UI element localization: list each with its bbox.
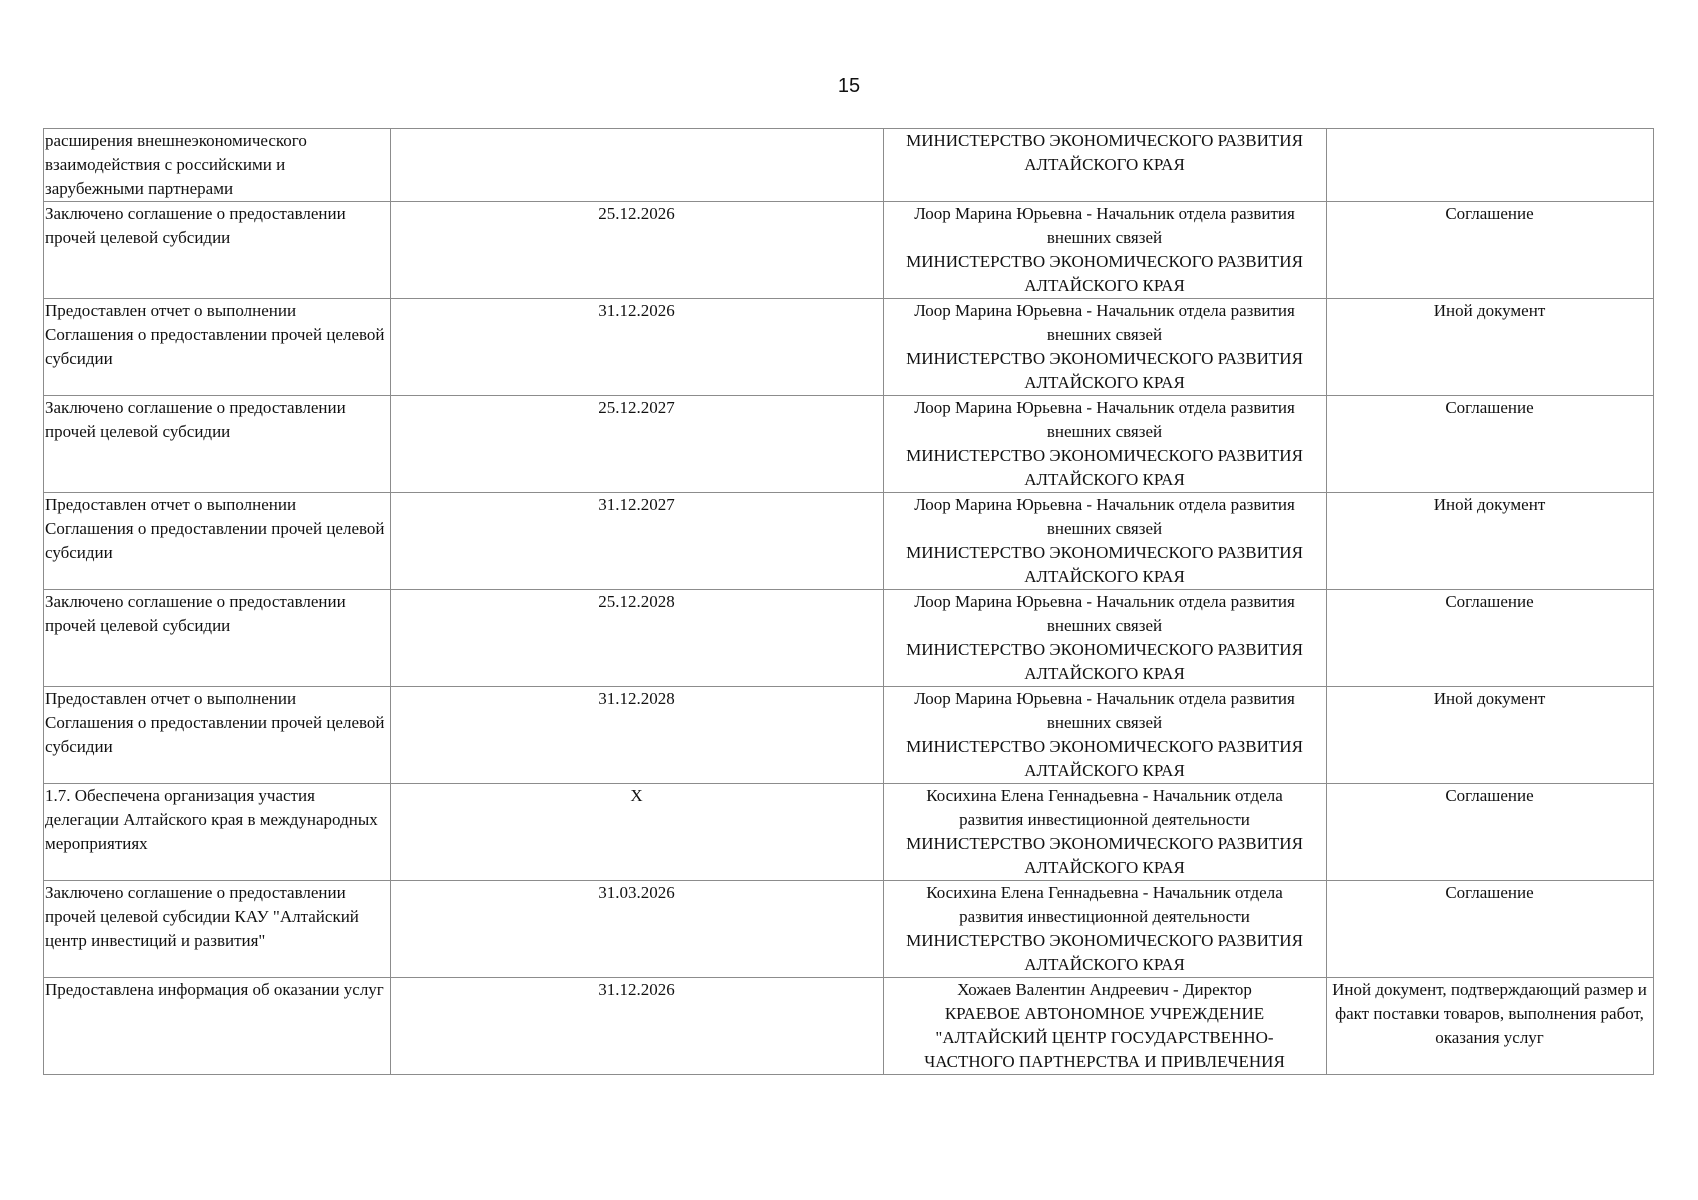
event-cell xyxy=(44,202,391,299)
event-cell xyxy=(44,978,391,1075)
event-cell xyxy=(44,299,391,396)
document-type-text: Соглашение xyxy=(1445,592,1534,611)
responsible-cell xyxy=(884,129,1327,202)
date-cell xyxy=(391,493,884,590)
table-row xyxy=(44,687,1654,784)
document-cell xyxy=(1327,129,1654,202)
table-row xyxy=(44,129,1654,202)
responsible-line: Косихина Елена Геннадьевна - Начальник отдела xyxy=(926,786,1283,805)
document-cell xyxy=(1327,978,1654,1075)
table-row xyxy=(44,590,1654,687)
date-cell xyxy=(391,202,884,299)
date-text: 31.12.2026 xyxy=(598,301,675,320)
responsible-line: МИНИСТЕРСТВО ЭКОНОМИЧЕСКОГО РАЗВИТИЯ xyxy=(906,834,1303,853)
responsible-line: МИНИСТЕРСТВО ЭКОНОМИЧЕСКОГО РАЗВИТИЯ xyxy=(906,131,1303,150)
document-cell xyxy=(1327,590,1654,687)
document-cell xyxy=(1327,687,1654,784)
date-cell xyxy=(391,396,884,493)
responsible-line: внешних связей xyxy=(1046,228,1163,247)
table-row xyxy=(44,784,1654,881)
document-type-text: Соглашение xyxy=(1445,883,1534,902)
document-type-text: Соглашение xyxy=(1445,398,1534,417)
responsible-line: внешних связей xyxy=(1046,325,1163,344)
document-cell xyxy=(1327,784,1654,881)
date-cell xyxy=(391,978,884,1075)
control-points-table xyxy=(43,128,1654,1075)
responsible-line: МИНИСТЕРСТВО ЭКОНОМИЧЕСКОГО РАЗВИТИЯ xyxy=(906,543,1303,562)
responsible-line: МИНИСТЕРСТВО ЭКОНОМИЧЕСКОГО РАЗВИТИЯ xyxy=(906,349,1303,368)
responsible-line: Лоор Марина Юрьевна - Начальник отдела развития xyxy=(914,301,1295,320)
responsible-line: Лоор Марина Юрьевна - Начальник отдела развития xyxy=(914,495,1295,514)
responsible-line: развития инвестиционной деятельности xyxy=(959,810,1250,829)
responsible-line: АЛТАЙСКОГО КРАЯ xyxy=(1024,955,1185,974)
document-type-text: Иной документ xyxy=(1433,689,1546,708)
responsible-line: внешних связей xyxy=(1046,616,1163,635)
responsible-line: Косихина Елена Геннадьевна - Начальник отдела xyxy=(926,883,1283,902)
event-text: расширения внешнеэкономического взаимодействия с российскими и зарубежными партнерами xyxy=(45,131,307,198)
date-text: X xyxy=(630,786,643,805)
responsible-line: Лоор Марина Юрьевна - Начальник отдела развития xyxy=(914,689,1295,708)
responsible-line: АЛТАЙСКОГО КРАЯ xyxy=(1024,470,1185,489)
event-text: Заключено соглашение о предоставлении прочей целевой субсидии xyxy=(45,204,346,247)
document-type-text: Иной документ xyxy=(1433,495,1546,514)
responsible-cell xyxy=(884,202,1327,299)
responsible-line: КРАЕВОЕ АВТОНОМНОЕ УЧРЕЖДЕНИЕ xyxy=(944,1004,1265,1023)
date-cell xyxy=(391,784,884,881)
event-cell xyxy=(44,687,391,784)
document-cell xyxy=(1327,299,1654,396)
table-body xyxy=(44,129,1654,1075)
table-row xyxy=(44,881,1654,978)
document-cell xyxy=(1327,881,1654,978)
date-text: 31.12.2026 xyxy=(598,980,675,999)
responsible-cell xyxy=(884,784,1327,881)
responsible-line: внешних связей xyxy=(1046,713,1163,732)
responsible-line: развития инвестиционной деятельности xyxy=(959,907,1250,926)
event-cell xyxy=(44,881,391,978)
event-text: Предоставлен отчет о выполнении Соглашения о предоставлении прочей целевой субсидии xyxy=(45,689,385,756)
event-text: Заключено соглашение о предоставлении прочей целевой субсидии xyxy=(45,592,346,635)
page-number: 15 xyxy=(837,75,861,97)
event-cell xyxy=(44,590,391,687)
responsible-line: "АЛТАЙСКИЙ ЦЕНТР ГОСУДАРСТВЕННО- xyxy=(935,1028,1274,1047)
event-text: Заключено соглашение о предоставлении прочей целевой субсидии xyxy=(45,398,346,441)
document-type-text: Соглашение xyxy=(1445,204,1534,223)
date-text: 31.12.2027 xyxy=(598,495,675,514)
responsible-line: МИНИСТЕРСТВО ЭКОНОМИЧЕСКОГО РАЗВИТИЯ xyxy=(906,640,1303,659)
responsible-line: АЛТАЙСКОГО КРАЯ xyxy=(1024,761,1185,780)
event-cell xyxy=(44,396,391,493)
date-text: 25.12.2028 xyxy=(598,592,675,611)
responsible-cell xyxy=(884,687,1327,784)
event-cell xyxy=(44,784,391,881)
table-row xyxy=(44,978,1654,1075)
responsible-line: АЛТАЙСКОГО КРАЯ xyxy=(1024,567,1185,586)
responsible-cell xyxy=(884,493,1327,590)
responsible-line: АЛТАЙСКОГО КРАЯ xyxy=(1024,664,1185,683)
document-cell xyxy=(1327,493,1654,590)
document-type-text: Иной документ, подтверждающий размер и факт поставки товаров, выполнения работ, оказания услуг xyxy=(1332,980,1647,1047)
date-cell xyxy=(391,687,884,784)
date-cell xyxy=(391,881,884,978)
responsible-line: АЛТАЙСКОГО КРАЯ xyxy=(1024,155,1185,174)
event-text: Предоставлена информация об оказании услуг xyxy=(45,980,384,999)
responsible-cell xyxy=(884,590,1327,687)
event-text: Предоставлен отчет о выполнении Соглашения о предоставлении прочей целевой субсидии xyxy=(45,495,385,562)
responsible-line: Лоор Марина Юрьевна - Начальник отдела развития xyxy=(914,592,1295,611)
responsible-line: Хожаев Валентин Андреевич - Директор xyxy=(957,980,1252,999)
document-cell xyxy=(1327,202,1654,299)
table-row xyxy=(44,299,1654,396)
date-text: 31.12.2028 xyxy=(598,689,675,708)
date-cell xyxy=(391,590,884,687)
responsible-line: внешних связей xyxy=(1046,519,1163,538)
event-text: Предоставлен отчет о выполнении Соглашения о предоставлении прочей целевой субсидии xyxy=(45,301,385,368)
responsible-cell xyxy=(884,299,1327,396)
table-row xyxy=(44,202,1654,299)
event-text: 1.7. Обеспечена организация участия делегации Алтайского края в международных мероприятиях xyxy=(45,786,378,853)
responsible-cell xyxy=(884,978,1327,1075)
responsible-line: МИНИСТЕРСТВО ЭКОНОМИЧЕСКОГО РАЗВИТИЯ xyxy=(906,931,1303,950)
date-cell xyxy=(391,129,884,202)
responsible-line: МИНИСТЕРСТВО ЭКОНОМИЧЕСКОГО РАЗВИТИЯ xyxy=(906,252,1303,271)
date-cell xyxy=(391,299,884,396)
date-text: 25.12.2027 xyxy=(598,398,675,417)
responsible-line: Лоор Марина Юрьевна - Начальник отдела развития xyxy=(914,204,1295,223)
responsible-line: ЧАСТНОГО ПАРТНЕРСТВА И ПРИВЛЕЧЕНИЯ xyxy=(924,1052,1285,1071)
event-text: Заключено соглашение о предоставлении прочей целевой субсидии КАУ "Алтайский центр инвестиций и развития" xyxy=(45,883,359,950)
responsible-line: МИНИСТЕРСТВО ЭКОНОМИЧЕСКОГО РАЗВИТИЯ xyxy=(906,446,1303,465)
responsible-line: АЛТАЙСКОГО КРАЯ xyxy=(1024,858,1185,877)
responsible-line: АЛТАЙСКОГО КРАЯ xyxy=(1024,373,1185,392)
document-cell xyxy=(1327,396,1654,493)
document-type-text: Соглашение xyxy=(1445,786,1534,805)
event-cell xyxy=(44,129,391,202)
table-row xyxy=(44,396,1654,493)
responsible-line: МИНИСТЕРСТВО ЭКОНОМИЧЕСКОГО РАЗВИТИЯ xyxy=(906,737,1303,756)
responsible-cell xyxy=(884,881,1327,978)
responsible-line: АЛТАЙСКОГО КРАЯ xyxy=(1024,276,1185,295)
responsible-cell xyxy=(884,396,1327,493)
table-row xyxy=(44,493,1654,590)
event-cell xyxy=(44,493,391,590)
document-type-text: Иной документ xyxy=(1433,301,1546,320)
date-text: 31.03.2026 xyxy=(598,883,675,902)
responsible-line: внешних связей xyxy=(1046,422,1163,441)
responsible-line: Лоор Марина Юрьевна - Начальник отдела развития xyxy=(914,398,1295,417)
date-text: 25.12.2026 xyxy=(598,204,675,223)
